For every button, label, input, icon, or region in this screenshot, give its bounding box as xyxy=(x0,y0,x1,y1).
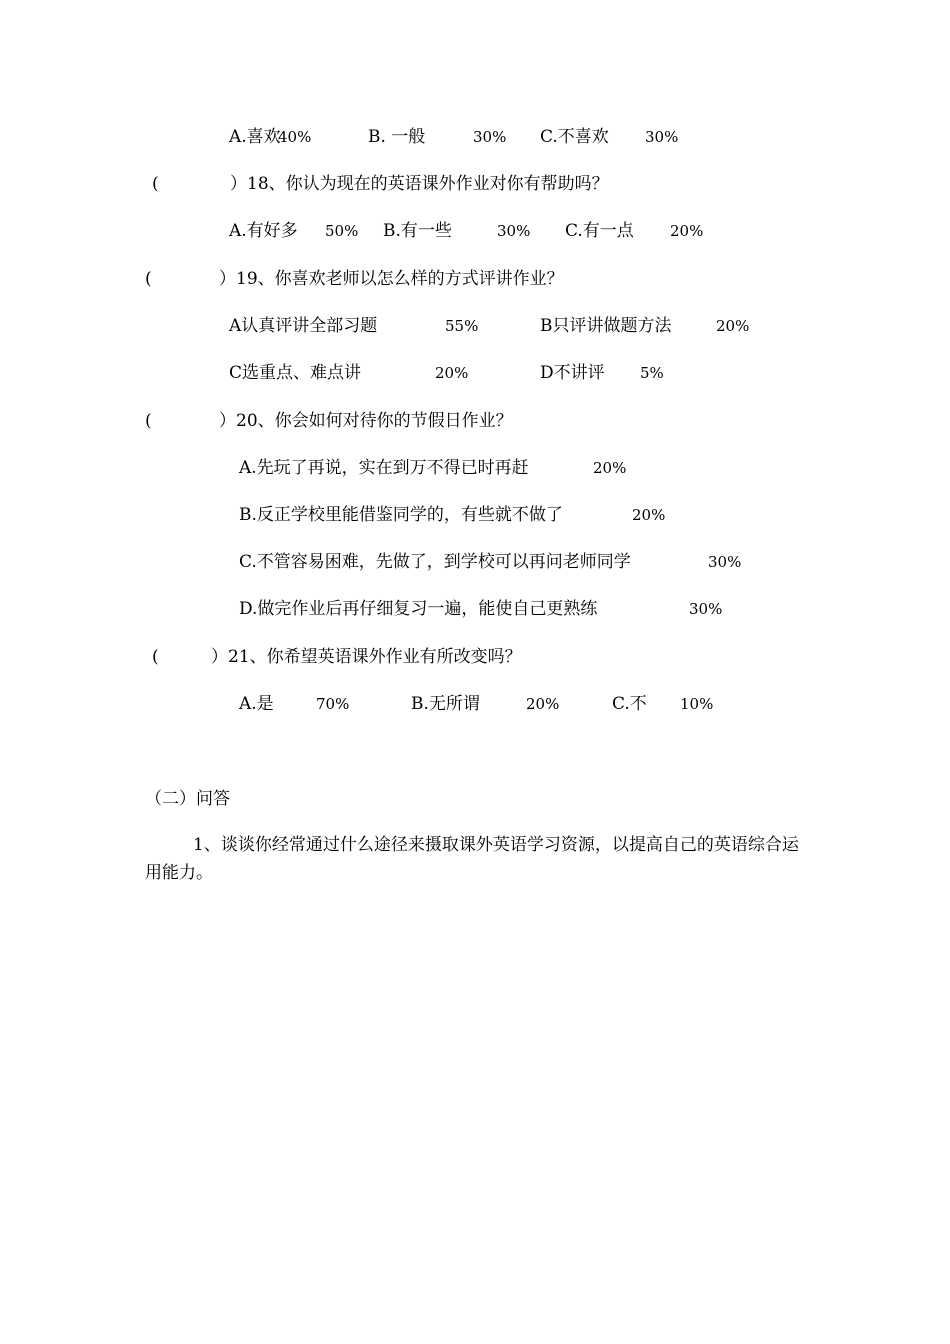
q21-option-a: A.是 xyxy=(239,694,274,714)
q19-option-c: C选重点、难点讲 xyxy=(229,363,362,383)
q17-option-a: A.喜欢 xyxy=(229,127,281,147)
q17-option-b-pct: 30% xyxy=(473,128,507,146)
q21-option-b: B.无所谓 xyxy=(411,694,480,714)
q20-option-b-pct: 20% xyxy=(632,506,666,524)
q18-option-b: B.有一些 xyxy=(383,221,452,241)
q19-option-a-pct: 55% xyxy=(445,317,479,335)
q21-option-c: C.不 xyxy=(612,694,647,714)
q21-question: ）21、你希望英语课外作业有所改变吗？ xyxy=(211,647,522,667)
q20-option-c: C.不管容易困难，先做了，到学校可以再问老师同学 xyxy=(239,552,631,572)
q19-bracket: ( xyxy=(145,269,152,289)
q18-option-c-pct: 20% xyxy=(670,222,704,240)
q20-option-a: A.先玩了再说，实在到万不得已时再赶 xyxy=(239,458,529,478)
q18-option-a-pct: 50% xyxy=(325,222,359,240)
q20-option-d-pct: 30% xyxy=(689,600,723,618)
q20-option-a-pct: 20% xyxy=(593,459,627,477)
q18-question: ）18、你认为现在的英语课外作业对你有帮助吗？ xyxy=(230,174,609,194)
section2-question-1: 1、谈谈你经常通过什么途径来摄取课外英语学习资源，以提高自己的英语综合运用能力。 xyxy=(145,835,799,883)
q19-option-a: A认真评讲全部习题 xyxy=(229,316,378,336)
q20-option-b: B.反正学校里能借鉴同学的，有些就不做了 xyxy=(239,505,563,525)
q19-option-d: D不讲评 xyxy=(540,363,605,383)
q18-bracket: ( xyxy=(152,174,159,194)
q19-option-b-pct: 20% xyxy=(716,317,750,335)
q20-option-d: D.做完作业后再仔细复习一遍，能使自己更熟练 xyxy=(239,599,598,619)
q21-option-a-pct: 70% xyxy=(316,695,350,713)
q21-option-b-pct: 20% xyxy=(526,695,560,713)
q21-option-c-pct: 10% xyxy=(680,695,714,713)
q17-option-b: B. 一般 xyxy=(368,127,426,147)
q20-bracket: ( xyxy=(145,411,152,431)
q18-option-c: C.有一点 xyxy=(565,221,634,241)
q18-option-b-pct: 30% xyxy=(497,222,531,240)
section2-heading: （二）问答 xyxy=(145,789,230,809)
q18-option-a: A.有好多 xyxy=(229,221,298,241)
q17-option-a-pct: 40% xyxy=(278,128,312,146)
q17-option-c-pct: 30% xyxy=(645,128,679,146)
q19-option-b: B只评讲做题方法 xyxy=(540,316,672,336)
q19-question: ）19、你喜欢老师以怎么样的方式评讲作业？ xyxy=(219,269,564,289)
q21-bracket: ( xyxy=(152,647,159,667)
q19-option-d-pct: 5% xyxy=(640,364,664,382)
q19-option-c-pct: 20% xyxy=(435,364,469,382)
q20-question: ）20、你会如何对待你的节假日作业？ xyxy=(219,411,513,431)
q20-option-c-pct: 30% xyxy=(708,553,742,571)
q17-option-c: C.不喜欢 xyxy=(540,127,609,147)
